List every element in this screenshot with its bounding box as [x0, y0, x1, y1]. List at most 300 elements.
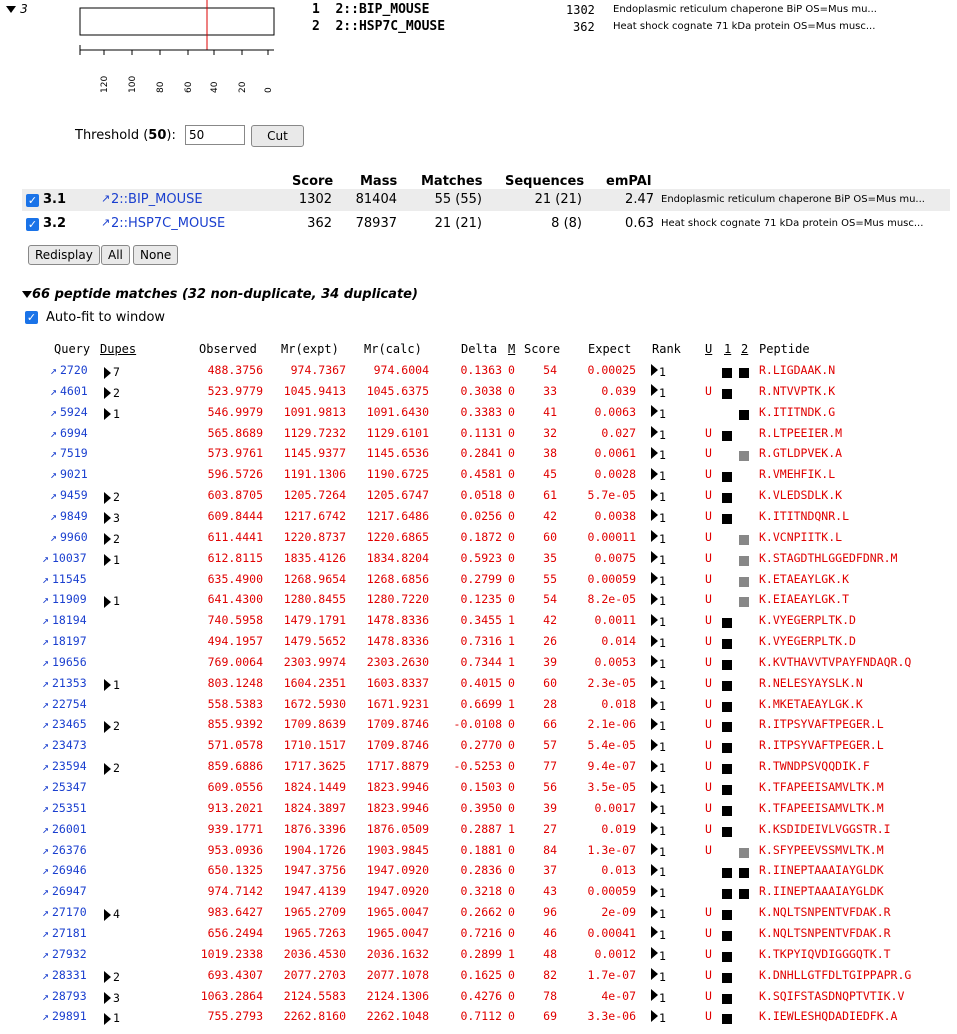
- expect: 0.0075: [594, 550, 636, 565]
- rank-expand[interactable]: [651, 988, 658, 1003]
- query-link[interactable]: 21353: [52, 675, 87, 690]
- rank-expand[interactable]: [651, 800, 658, 815]
- col-observed: Observed: [199, 342, 257, 356]
- dupes-expand[interactable]: [104, 719, 111, 734]
- query-link[interactable]: 27932: [52, 946, 87, 961]
- rank-expand[interactable]: [651, 696, 658, 711]
- rank-expand[interactable]: [651, 862, 658, 877]
- mr-expt: 1709.8639: [283, 717, 346, 732]
- query-link[interactable]: 22754: [52, 696, 87, 711]
- dupes-expand[interactable]: [104, 678, 111, 693]
- select-all-button[interactable]: All: [101, 245, 130, 265]
- expand-triangle-icon[interactable]: [651, 593, 658, 605]
- missed-cleavages: 0: [508, 988, 515, 1003]
- expand-triangle-icon[interactable]: [104, 679, 111, 691]
- mr-expt: 2262.8160: [283, 1009, 346, 1024]
- query-link[interactable]: 26376: [52, 842, 87, 857]
- rank: 1: [659, 531, 666, 546]
- peptide-sequence: K.ITITNDK.G: [759, 404, 836, 419]
- expand-triangle-icon[interactable]: [651, 676, 658, 688]
- observed: 611.4441: [207, 529, 263, 544]
- expand-triangle-icon[interactable]: [104, 512, 111, 524]
- select-none-button[interactable]: None: [133, 245, 178, 265]
- protein-1-match-square: [722, 764, 732, 774]
- col-mass: Mass: [360, 174, 398, 189]
- expand-triangle-icon[interactable]: [651, 635, 658, 647]
- observed: 755.2793: [207, 1009, 263, 1024]
- expand-triangle-icon[interactable]: [651, 739, 658, 751]
- expand-triangle-icon[interactable]: [651, 926, 658, 938]
- query-header[interactable]: [6, 2, 28, 17]
- protein-1-match-square: [722, 973, 732, 983]
- protein-id: 3.2: [43, 216, 67, 231]
- unique-flag: U: [705, 613, 712, 628]
- rank: 1: [659, 740, 666, 755]
- missed-cleavages: 0: [508, 738, 515, 753]
- external-link-icon[interactable]: ↗: [42, 905, 49, 920]
- expand-triangle-icon[interactable]: [651, 968, 658, 980]
- dupes-expand[interactable]: [104, 761, 111, 776]
- peptide-row: [0, 923, 957, 944]
- external-link-icon[interactable]: ↗: [42, 759, 49, 774]
- query-link[interactable]: 9021: [60, 467, 88, 482]
- missed-cleavages: 0: [508, 842, 515, 857]
- expand-triangle-icon[interactable]: [651, 989, 658, 1001]
- score: 46: [543, 925, 557, 940]
- expand-triangle-icon[interactable]: [651, 718, 658, 730]
- cut-button[interactable]: Cut: [251, 125, 304, 147]
- rank-expand[interactable]: [651, 571, 658, 586]
- external-link-icon[interactable]: ↗: [42, 988, 49, 1003]
- query-number: 3: [20, 2, 28, 16]
- mr-expt: 1479.1791: [283, 613, 346, 628]
- external-link-icon[interactable]: ↗: [50, 488, 57, 503]
- external-link-icon[interactable]: ↗: [42, 738, 49, 753]
- mr-calc: 2077.1078: [366, 967, 429, 982]
- peptide-row: [0, 589, 957, 610]
- expand-triangle-icon[interactable]: [651, 864, 658, 876]
- peptide-row: [0, 506, 957, 527]
- expand-triangle-icon[interactable]: [651, 760, 658, 772]
- query-link[interactable]: 7519: [60, 446, 88, 461]
- query-link[interactable]: 9960: [60, 529, 88, 544]
- expand-triangle-icon[interactable]: [651, 906, 658, 918]
- query-link[interactable]: 5924: [60, 404, 88, 419]
- threshold-input[interactable]: [185, 125, 245, 145]
- autofit-checkbox[interactable]: ✓: [26, 311, 37, 324]
- protein-1-match-square: [722, 722, 732, 732]
- dupes-expand[interactable]: [104, 594, 111, 609]
- missed-cleavages: 0: [508, 446, 515, 461]
- expand-triangle-icon[interactable]: [651, 530, 658, 542]
- expand-triangle-icon[interactable]: [651, 405, 658, 417]
- expand-triangle-icon[interactable]: [104, 763, 111, 775]
- rank-expand[interactable]: [651, 550, 658, 565]
- query-link[interactable]: 29891: [52, 1009, 87, 1024]
- external-link-icon[interactable]: ↗: [50, 363, 57, 377]
- external-link-icon[interactable]: ↗: [42, 592, 49, 607]
- score: 41: [543, 404, 557, 419]
- external-link-icon[interactable]: ↗: [50, 446, 57, 461]
- expect: 8.2e-05: [587, 592, 636, 607]
- external-link-icon[interactable]: ↗: [42, 863, 49, 878]
- delta: 0.2770: [460, 738, 502, 753]
- dupes-expand[interactable]: [104, 532, 111, 547]
- rank-expand[interactable]: [651, 737, 658, 752]
- external-link-icon[interactable]: ↗: [42, 613, 49, 628]
- expand-triangle-icon[interactable]: [104, 367, 111, 379]
- query-link[interactable]: 27181: [52, 925, 87, 940]
- expand-triangle-icon[interactable]: [104, 1013, 111, 1025]
- query-link[interactable]: 10037: [52, 550, 87, 565]
- expand-triangle-icon[interactable]: [104, 721, 111, 733]
- query-link[interactable]: 11909: [52, 592, 87, 607]
- expand-triangle-icon[interactable]: [651, 843, 658, 855]
- external-link-icon[interactable]: ↗: [42, 821, 49, 836]
- missed-cleavages: 0: [508, 925, 515, 940]
- peptide-row: [0, 443, 957, 464]
- hit-1[interactable]: [312, 2, 429, 17]
- rank-expand[interactable]: [651, 529, 658, 544]
- query-link[interactable]: 4601: [60, 383, 88, 398]
- expand-triangle-icon[interactable]: [651, 614, 658, 626]
- query-link[interactable]: 23473: [52, 738, 87, 753]
- protein-2-match-square: [739, 535, 749, 545]
- mr-calc: 974.6004: [373, 363, 429, 377]
- peptide-row: [0, 527, 957, 548]
- unique-flag: U: [705, 988, 712, 1003]
- delta: 0.3455: [460, 613, 502, 628]
- rank-expand[interactable]: [651, 758, 658, 773]
- delta: 0.2887: [460, 821, 502, 836]
- external-link-icon[interactable]: ↗: [42, 967, 49, 982]
- protein-1-match-square: [722, 931, 732, 941]
- rank: 1: [659, 927, 666, 942]
- external-link-icon[interactable]: ↗: [42, 717, 49, 732]
- rank: 1: [659, 969, 666, 984]
- expand-triangle-icon[interactable]: [651, 364, 658, 376]
- query-link[interactable]: 9459: [60, 488, 88, 503]
- external-link-icon[interactable]: ↗: [42, 550, 49, 565]
- rank: 1: [659, 573, 666, 588]
- expand-triangle-icon[interactable]: [651, 947, 658, 959]
- query-link[interactable]: 28331: [52, 967, 87, 982]
- expect: 3.3e-06: [587, 1009, 636, 1024]
- external-link-icon[interactable]: ↗: [42, 696, 49, 711]
- rank-expand[interactable]: [651, 946, 658, 961]
- rank-expand[interactable]: [651, 716, 658, 731]
- mr-expt: 1268.9654: [283, 571, 346, 586]
- expand-triangle-icon[interactable]: [104, 408, 111, 420]
- expand-triangle-icon[interactable]: [651, 801, 658, 813]
- observed: 494.1957: [207, 634, 263, 649]
- protein-name-link[interactable]: 2::HSP7C_MOUSE: [111, 216, 226, 231]
- peptide-row: [0, 423, 957, 444]
- col-unique: U: [705, 342, 713, 356]
- query-link[interactable]: 23594: [52, 759, 87, 774]
- expand-triangle-icon[interactable]: [651, 384, 658, 396]
- peptide-row: [0, 944, 957, 965]
- rank: 1: [659, 427, 666, 442]
- hit-name[interactable]: 2::HSP7C_MOUSE: [335, 19, 446, 34]
- rank: 1: [659, 469, 666, 484]
- rank: 1: [659, 594, 666, 609]
- rank-expand[interactable]: [651, 466, 658, 481]
- expect: 0.00025: [587, 363, 636, 377]
- col-expect: Expect: [588, 342, 632, 356]
- rank-expand[interactable]: [651, 383, 658, 398]
- query-link[interactable]: 11545: [52, 571, 87, 586]
- dupes-expand[interactable]: [104, 553, 111, 568]
- rank-expand[interactable]: [651, 362, 658, 377]
- unique-flag: U: [705, 1009, 712, 1024]
- rank-expand[interactable]: [651, 654, 658, 669]
- observed: 769.0064: [207, 654, 263, 669]
- external-link-icon[interactable]: ↗: [42, 884, 49, 899]
- protein-2-match-square: [739, 597, 749, 607]
- observed: 913.2021: [207, 800, 263, 815]
- query-link[interactable]: 26947: [52, 884, 87, 899]
- mr-expt: 1091.9813: [283, 404, 346, 419]
- delta: 0.7216: [460, 925, 502, 940]
- expand-triangle-icon[interactable]: [104, 992, 111, 1004]
- protein-checkbox[interactable]: ✓: [27, 194, 38, 207]
- observed: 740.5958: [207, 613, 263, 628]
- col-query: Query: [54, 342, 91, 356]
- external-link-icon[interactable]: ↗: [42, 634, 49, 649]
- query-link[interactable]: 23465: [52, 717, 87, 732]
- dupes-expand[interactable]: [104, 511, 111, 526]
- col-dupes[interactable]: Dupes: [100, 342, 137, 356]
- external-link-icon[interactable]: ↗: [42, 842, 49, 857]
- expand-triangle-icon[interactable]: [104, 554, 111, 566]
- missed-cleavages: 1: [508, 946, 515, 961]
- dupe-count: 1: [113, 1011, 120, 1026]
- external-link-icon[interactable]: ↗: [42, 1009, 49, 1024]
- external-link-icon[interactable]: ↗: [50, 383, 57, 398]
- query-link[interactable]: 26001: [52, 821, 87, 836]
- mr-calc: 1823.9946: [366, 800, 429, 815]
- rank-expand[interactable]: [651, 425, 658, 440]
- delta: 0.1503: [460, 780, 502, 794]
- query-link[interactable]: 25351: [52, 800, 87, 815]
- expand-triangle-icon[interactable]: [651, 822, 658, 834]
- expand-triangle-icon[interactable]: [651, 655, 658, 667]
- axis-tick-label: 40: [210, 81, 220, 93]
- external-link-icon[interactable]: ↗: [42, 654, 49, 669]
- rank-expand[interactable]: [651, 883, 658, 898]
- rank-expand[interactable]: [651, 591, 658, 606]
- protein-id: 3.1: [43, 192, 67, 207]
- collapse-triangle-icon[interactable]: [6, 6, 16, 13]
- observed: 565.8689: [207, 425, 263, 440]
- expand-triangle-icon[interactable]: [104, 971, 111, 983]
- rank-expand[interactable]: [651, 904, 658, 919]
- missed-cleavages: 1: [508, 696, 515, 711]
- dupes-expand[interactable]: [104, 1011, 111, 1026]
- external-link-icon[interactable]: ↗: [50, 404, 57, 419]
- peptide-row: [0, 714, 957, 735]
- expand-triangle-icon[interactable]: [651, 1010, 658, 1022]
- external-link-icon[interactable]: ↗: [50, 508, 57, 523]
- score: 39: [543, 654, 557, 669]
- expand-triangle-icon[interactable]: [651, 697, 658, 709]
- protein-1-match-square: [722, 994, 732, 1004]
- peptide-sequence: R.ITPSYVAFTPEGER.L: [759, 717, 884, 732]
- missed-cleavages: 1: [508, 613, 515, 628]
- expand-triangle-icon[interactable]: [651, 885, 658, 897]
- query-link[interactable]: 6994: [60, 425, 88, 440]
- query-link[interactable]: 18194: [52, 613, 87, 628]
- rank-expand[interactable]: [651, 445, 658, 460]
- external-link-icon[interactable]: ↗: [50, 467, 57, 482]
- dupes-expand[interactable]: [104, 970, 111, 985]
- expand-triangle-icon[interactable]: [104, 909, 111, 921]
- rank-expand[interactable]: [651, 633, 658, 648]
- external-link-icon[interactable]: ↗: [42, 800, 49, 815]
- protein-1-match-square: [722, 743, 732, 753]
- peptide-row: [0, 819, 957, 840]
- score: 33: [543, 383, 557, 398]
- unique-flag: U: [705, 696, 712, 711]
- rank-expand[interactable]: [651, 404, 658, 419]
- axis-tick-label: 80: [156, 81, 166, 93]
- external-link-icon[interactable]: ↗: [50, 529, 57, 544]
- score: 56: [543, 780, 557, 794]
- external-link-icon[interactable]: ↗: [42, 571, 49, 586]
- query-link[interactable]: 9849: [60, 508, 88, 523]
- observed: 573.9761: [207, 446, 263, 461]
- expand-triangle-icon[interactable]: [651, 447, 658, 459]
- rank-expand[interactable]: [651, 612, 658, 627]
- protein-1-match-square: [722, 702, 732, 712]
- expand-triangle-icon[interactable]: [651, 551, 658, 563]
- rank: 1: [659, 865, 666, 880]
- score: 39: [543, 800, 557, 815]
- expect: 0.00041: [587, 925, 636, 940]
- external-link-icon[interactable]: ↗: [42, 946, 49, 961]
- peptide-sequence: K.KSDIDEIVLVGGSTR.I: [759, 821, 891, 836]
- rank-expand[interactable]: [651, 779, 658, 794]
- peptide-row: [0, 610, 957, 631]
- external-link-icon[interactable]: ↗: [101, 216, 111, 229]
- rank-expand[interactable]: [651, 1008, 658, 1023]
- external-link-icon[interactable]: ↗: [42, 675, 49, 690]
- external-link-icon[interactable]: ↗: [42, 780, 49, 794]
- col-empai: emPAI: [606, 174, 652, 189]
- rank-expand[interactable]: [651, 487, 658, 502]
- mr-expt: 1191.1306: [283, 467, 346, 482]
- expand-triangle-icon[interactable]: [104, 492, 111, 504]
- mr-calc: 1268.6856: [366, 571, 429, 586]
- protein-matches: 21 (21): [434, 216, 482, 231]
- rank: 1: [659, 948, 666, 963]
- dupe-count: 2: [113, 490, 120, 505]
- hit-name[interactable]: 2::BIP_MOUSE: [335, 2, 430, 17]
- external-link-icon[interactable]: ↗: [42, 925, 49, 940]
- mr-calc: 1823.9946: [366, 780, 429, 794]
- delta: 0.6699: [460, 696, 502, 711]
- external-link-icon[interactable]: ↗: [101, 192, 111, 205]
- dupes-expand[interactable]: [104, 386, 111, 401]
- dupe-count: 2: [113, 761, 120, 776]
- expand-triangle-icon[interactable]: [651, 426, 658, 438]
- dupes-expand[interactable]: [104, 490, 111, 505]
- peptide-row: [0, 652, 957, 673]
- query-link[interactable]: 18197: [52, 634, 87, 649]
- collapse-triangle-icon[interactable]: [22, 291, 32, 298]
- protein-name-link[interactable]: 2::BIP_MOUSE: [111, 192, 203, 207]
- expand-triangle-icon[interactable]: [104, 596, 111, 608]
- observed: 650.1325: [207, 863, 263, 878]
- rank-expand[interactable]: [651, 675, 658, 690]
- mr-calc: 1903.9845: [366, 842, 429, 857]
- rank-expand[interactable]: [651, 967, 658, 982]
- expand-triangle-icon[interactable]: [651, 489, 658, 501]
- protein-checkbox[interactable]: ✓: [27, 218, 38, 231]
- rank-expand[interactable]: [651, 925, 658, 940]
- peptide-sequence: K.MKETAEAYLGK.K: [759, 696, 863, 711]
- rank-expand[interactable]: [651, 821, 658, 836]
- score: 66: [543, 717, 557, 732]
- expand-triangle-icon[interactable]: [104, 533, 111, 545]
- expand-triangle-icon[interactable]: [651, 468, 658, 480]
- dupes-expand[interactable]: [104, 907, 111, 922]
- query-link[interactable]: 2720: [60, 363, 88, 377]
- expand-triangle-icon[interactable]: [651, 509, 658, 521]
- mr-calc: 1478.8336: [366, 634, 429, 649]
- expand-triangle-icon[interactable]: [104, 387, 111, 399]
- mr-calc: 1478.8336: [366, 613, 429, 628]
- rank-expand[interactable]: [651, 842, 658, 857]
- redisplay-button[interactable]: Redisplay: [28, 245, 100, 265]
- external-link-icon[interactable]: ↗: [50, 425, 57, 440]
- mr-calc: 1091.6430: [366, 404, 429, 419]
- dupes-expand[interactable]: [104, 407, 111, 422]
- peptide-sequence: K.VYEGERPLTK.D: [759, 613, 856, 628]
- peptide-row: [0, 464, 957, 485]
- dupes-expand[interactable]: [104, 991, 111, 1006]
- col-delta: Delta: [461, 342, 498, 356]
- protein-row-3-2: [22, 213, 950, 235]
- protein-1-match-square: [722, 493, 732, 503]
- peptide-row: [0, 402, 957, 423]
- peptide-sequence: K.ITITNDQNR.L: [759, 508, 850, 523]
- query-link[interactable]: 28793: [52, 988, 87, 1003]
- peptide-sequence: R.TWNDPSVQQDIK.F: [759, 759, 870, 774]
- missed-cleavages: 0: [508, 592, 515, 607]
- rank: 1: [659, 719, 666, 734]
- query-link[interactable]: 26946: [52, 863, 87, 878]
- observed: 939.1771: [207, 821, 263, 836]
- missed-cleavages: 0: [508, 884, 515, 899]
- rank: 1: [659, 385, 666, 400]
- expand-triangle-icon[interactable]: [651, 781, 658, 793]
- col-mr-expt: Mr(expt): [281, 342, 339, 356]
- peptide-section-header[interactable]: 66 peptide matches (32 non-duplicate, 34 duplicate): [22, 287, 418, 302]
- mr-expt: 1220.8737: [283, 529, 346, 544]
- query-link[interactable]: 27170: [52, 905, 87, 920]
- rank-expand[interactable]: [651, 508, 658, 523]
- peptide-row: [0, 798, 957, 819]
- dupes-expand[interactable]: [104, 365, 111, 380]
- hit-2[interactable]: [312, 19, 445, 34]
- query-link[interactable]: 25347: [52, 780, 87, 794]
- expand-triangle-icon[interactable]: [651, 572, 658, 584]
- observed: 953.0936: [207, 842, 263, 857]
- query-link[interactable]: 19656: [52, 654, 87, 669]
- observed: 571.0578: [207, 738, 263, 753]
